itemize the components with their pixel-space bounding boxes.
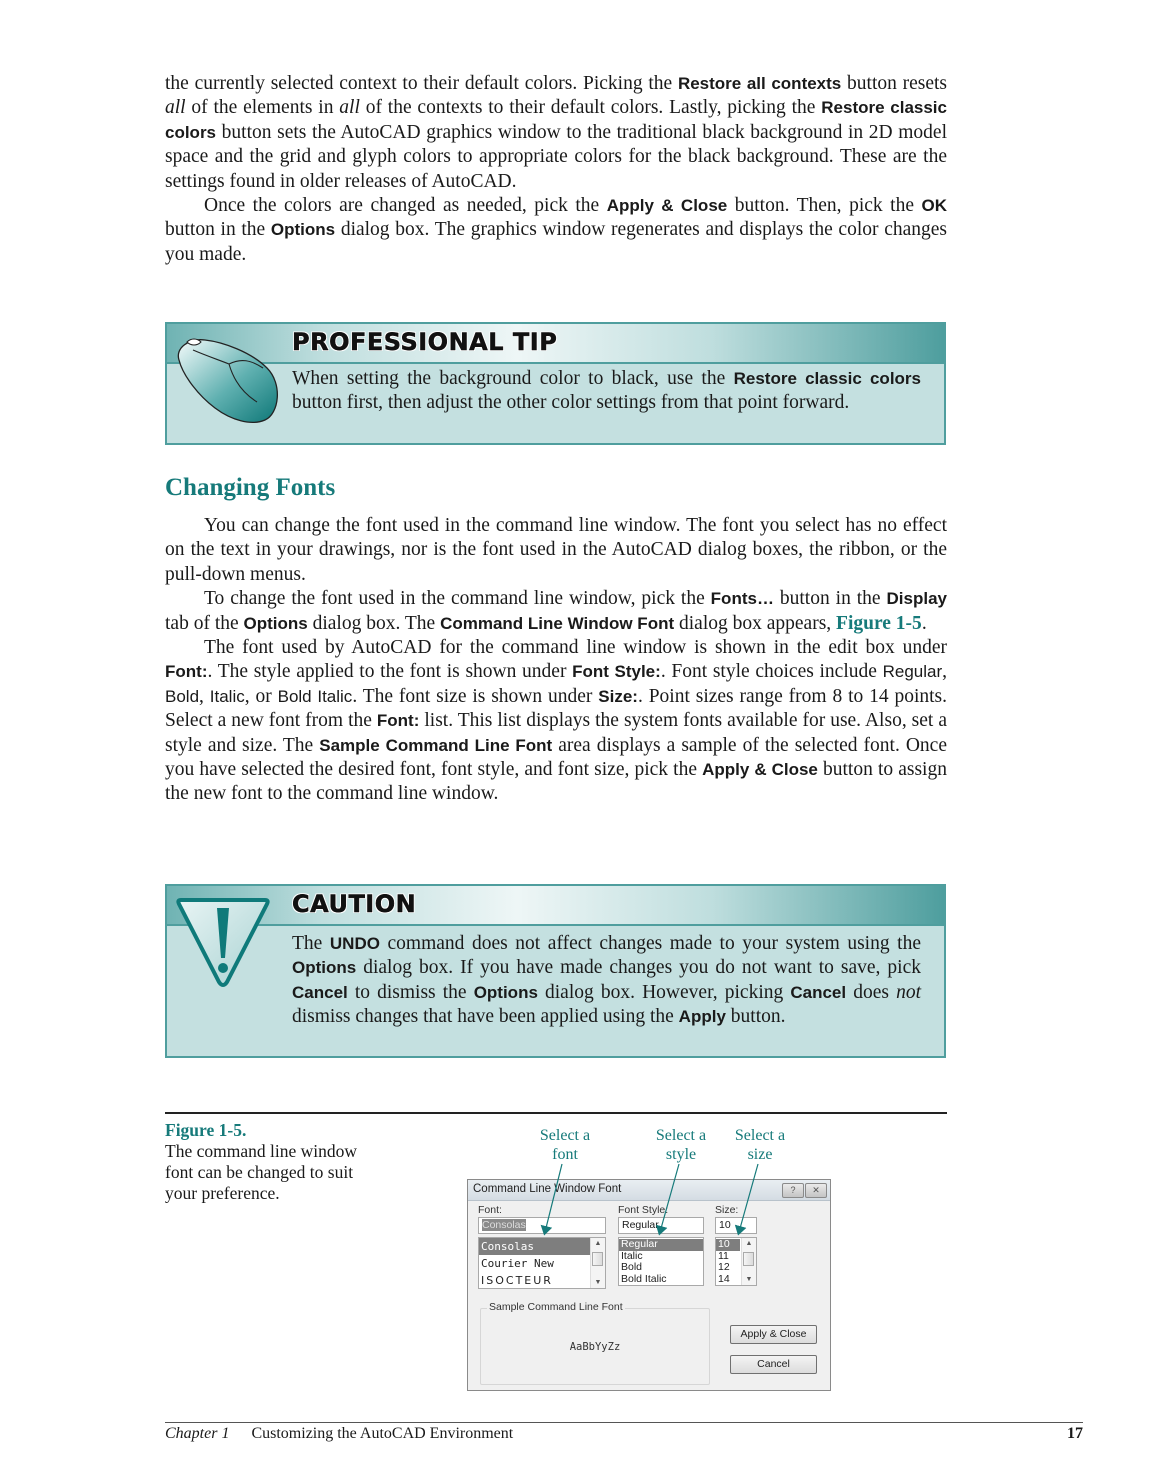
font-list-item[interactable]: ISOCTEUR xyxy=(481,1274,553,1287)
page-footer xyxy=(165,1425,1083,1443)
cancel-button[interactable]: Cancel xyxy=(730,1355,817,1374)
chapter-title: Customizing the AutoCAD Environment xyxy=(251,1425,514,1442)
figure-caption-text: The command line window font can be changed to suit your preference. xyxy=(165,1141,357,1203)
chapter-label: Chapter 1 xyxy=(165,1425,230,1442)
font-list-item[interactable]: Courier New xyxy=(481,1257,554,1270)
font-style-label: Font Style: xyxy=(618,1204,669,1216)
paragraph: To change the font used in the command line window, pick the Fonts… button in the Display tab of the Options dialog box. The Command Line Window Font dialog box appears, Figure 1-5. xyxy=(165,588,947,634)
apply-close-button[interactable]: Apply & Close xyxy=(730,1325,817,1344)
tip-title: PROFESSIONAL TIP xyxy=(292,328,558,356)
sample-text: AaBbYyZz xyxy=(569,1341,621,1353)
sample-group-label: Sample Command Line Font xyxy=(489,1301,623,1313)
page-number: 17 xyxy=(1067,1425,1083,1442)
footer-rule xyxy=(165,1422,1083,1423)
size-list-item[interactable]: 12 xyxy=(718,1261,730,1273)
callout-style: Select a style xyxy=(655,1127,707,1163)
callout-size: Select a size xyxy=(734,1127,786,1163)
style-list-item[interactable]: Regular xyxy=(619,1239,703,1251)
font-label: Font: xyxy=(478,1204,502,1216)
font-list-item[interactable]: Consolas xyxy=(479,1238,591,1255)
figure-number: Figure 1-5. xyxy=(165,1120,247,1140)
scroll-up-icon[interactable]: ▲ xyxy=(594,1240,602,1247)
caution-text: The UNDO command does not affect changes made to your system using the Options dialog box. If you have made changes you do not want to save, pick Cancel to dismiss the Options dialog box. However, picking Cancel does not dismiss changes that have been applied using the Apply button. xyxy=(292,933,921,1028)
size-label: Size: xyxy=(715,1204,739,1216)
paragraph: the currently selected context to their default colors. Picking the Restore all contexts button resets all of the elements in all of the contexts to their default colors. Lastly, picking the Restore classic colors button sets the AutoCAD graphics window to the traditional black background in 2D model space and the grid and glyph colors to appropriate colors for the black background. These are the settings found in older releases of AutoCAD. xyxy=(165,73,948,192)
callout-font: Select a font xyxy=(539,1127,591,1163)
style-list-item[interactable]: Italic xyxy=(621,1249,643,1262)
size-list-item[interactable]: 14 xyxy=(718,1272,730,1285)
dialog-title: Command Line Window Font xyxy=(473,1183,622,1195)
help-button[interactable]: ? xyxy=(782,1183,804,1198)
paragraph: You can change the font used in the command line window. The font you select has no effect on the text in your drawings, nor is the font used in the AutoCAD dialog boxes, the ribbon, or the pull-down menus. xyxy=(165,515,947,585)
size-input[interactable]: 10 xyxy=(715,1217,757,1234)
tip-text: When setting the background color to black, use the Restore classic colors button first, then adjust the other color settings from that point forward. xyxy=(292,368,921,414)
size-list-item[interactable]: 11 xyxy=(718,1249,729,1262)
scroll-down-icon[interactable]: ▼ xyxy=(745,1276,753,1283)
font-style-input[interactable]: Regular xyxy=(618,1217,704,1234)
size-list-item[interactable]: 10 xyxy=(716,1239,740,1251)
close-button[interactable]: ✕ xyxy=(805,1183,827,1198)
style-list-item[interactable]: Bold Italic xyxy=(621,1272,667,1285)
style-list-item[interactable]: Bold xyxy=(621,1261,643,1273)
font-input[interactable]: Consolas xyxy=(478,1217,606,1234)
section-heading: Changing Fonts xyxy=(165,474,336,501)
paragraph: The font used by AutoCAD for the command line window is shown in the edit box under Font:. The style applied to the font is shown under Font Style:. Font style choices include Regular, Bold, Italic, or Bold Italic. The font size is shown under Size:. Point sizes range from 8 to 14 points. Select a new font from the Font: list. This list displays the system fonts available for use. Also, set a style and size. The Sample Command Line Font area displays a sample of the selected font. Once you have selected the desired font, font style, and font size, pick the Apply & Close button to assign the new font to the command line window. xyxy=(165,637,948,805)
scroll-down-icon[interactable]: ▼ xyxy=(594,1279,602,1286)
scroll-up-icon[interactable]: ▲ xyxy=(745,1240,753,1247)
caution-title: CAUTION xyxy=(292,890,417,918)
paragraph: Once the colors are changed as needed, pick the Apply & Close button. Then, pick the OK button in the Options dialog box. The graphics window regenerates and displays the color changes you made. xyxy=(165,195,947,265)
